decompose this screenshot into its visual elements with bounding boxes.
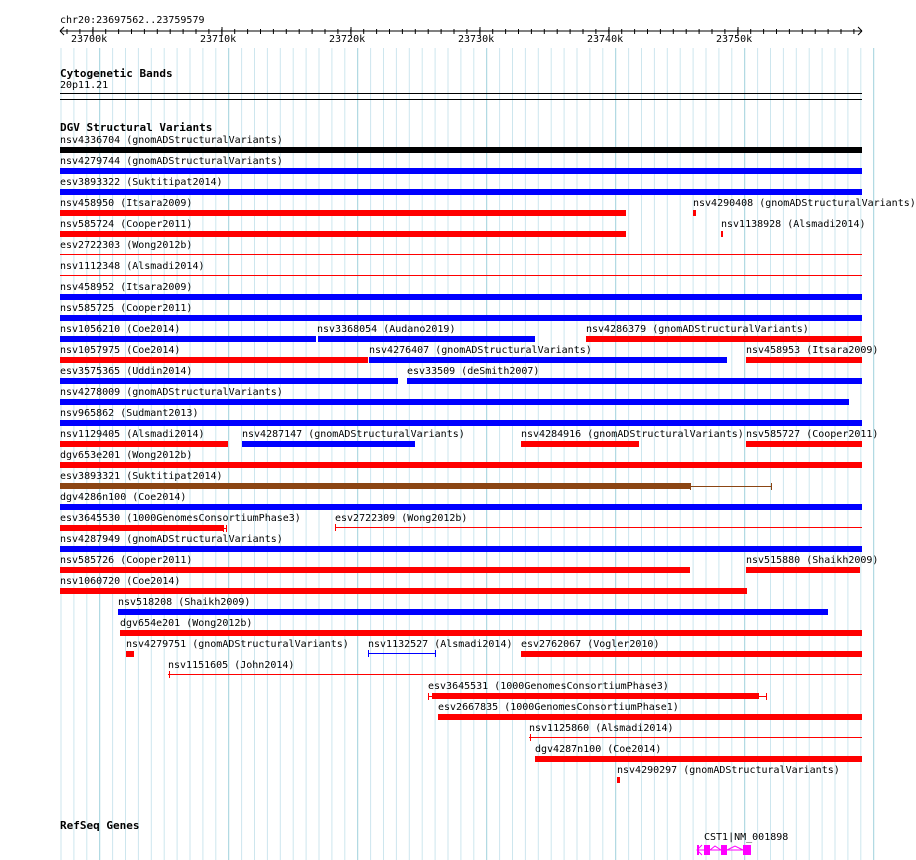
feature-whisker-cap xyxy=(435,650,436,657)
feature-bar[interactable] xyxy=(60,254,862,255)
dgv-track-title: DGV Structural Variants xyxy=(60,121,213,134)
feature-label[interactable]: nsv458952 (Itsara2009) xyxy=(60,282,193,293)
feature-label[interactable]: esv2762067 (Vogler2010) xyxy=(521,639,660,650)
location-label: chr20:23697562..23759579 xyxy=(60,15,205,26)
ruler-arrow-right xyxy=(858,27,862,31)
feature-bar[interactable] xyxy=(242,441,415,447)
feature-whisker-cap xyxy=(771,483,772,490)
feature-whisker-cap xyxy=(766,693,767,700)
feature-label[interactable]: nsv585725 (Cooper2011) xyxy=(60,303,193,314)
feature-bar[interactable] xyxy=(60,441,228,447)
feature-whisker-cap xyxy=(223,525,224,532)
feature-bar[interactable] xyxy=(60,357,368,363)
feature-whisker-cap xyxy=(690,483,691,490)
feature-label[interactable]: nsv4287147 (gnomADStructuralVariants) xyxy=(242,429,465,440)
cytoband-label: 20p11.21 xyxy=(60,80,109,91)
feature-label[interactable]: nsv4276407 (gnomADStructuralVariants) xyxy=(369,345,592,356)
feature-whisker-line xyxy=(759,696,766,697)
feature-bar[interactable] xyxy=(60,546,862,552)
feature-bar[interactable] xyxy=(118,609,828,615)
feature-bar[interactable] xyxy=(721,231,723,237)
feature-whisker-cap xyxy=(530,734,531,741)
ruler-tick-label: 23700k xyxy=(71,34,108,45)
feature-bar[interactable] xyxy=(407,378,862,384)
ruler-tick-label: 23750k xyxy=(716,34,753,45)
feature-bar[interactable] xyxy=(586,336,862,342)
feature-bar[interactable] xyxy=(529,737,862,738)
feature-label[interactable]: nsv1132527 (Alsmadi2014) xyxy=(368,639,513,650)
feature-label[interactable]: nsv585724 (Cooper2011) xyxy=(60,219,193,230)
cytoband-line-bottom xyxy=(60,99,862,100)
feature-label[interactable]: nsv4279751 (gnomADStructuralVariants) xyxy=(126,639,349,650)
feature-whisker-cap xyxy=(368,650,369,657)
feature-label[interactable]: nsv518208 (Shaikh2009) xyxy=(118,597,251,608)
feature-label[interactable]: nsv4290297 (gnomADStructuralVariants) xyxy=(617,765,840,776)
feature-bar[interactable] xyxy=(368,653,436,654)
feature-bar[interactable] xyxy=(60,378,398,384)
feature-whisker-cap xyxy=(335,524,336,531)
feature-bar[interactable] xyxy=(60,168,862,174)
feature-bar[interactable] xyxy=(60,210,626,216)
ruler-tick-label: 23740k xyxy=(587,34,624,45)
feature-label[interactable]: nsv515880 (Shaikh2009) xyxy=(746,555,879,566)
feature-bar[interactable] xyxy=(60,462,862,468)
gene-model-cst1[interactable] xyxy=(694,843,754,857)
feature-bar[interactable] xyxy=(60,315,862,321)
feature-bar[interactable] xyxy=(60,420,862,426)
feature-bar[interactable] xyxy=(60,147,862,153)
ruler-arrow-left xyxy=(60,27,64,31)
feature-label[interactable]: esv3575365 (Uddin2014) xyxy=(60,366,193,377)
feature-bar[interactable] xyxy=(60,294,862,300)
feature-bar[interactable] xyxy=(126,651,134,657)
feature-label[interactable]: nsv4279744 (gnomADStructuralVariants) xyxy=(60,156,283,167)
feature-label[interactable]: nsv1151605 (John2014) xyxy=(168,660,295,671)
feature-bar[interactable] xyxy=(432,693,759,699)
feature-bar[interactable] xyxy=(318,336,535,342)
refseq-genes-title: RefSeq Genes xyxy=(60,819,140,832)
feature-label[interactable]: nsv1056210 (Coe2014) xyxy=(60,324,181,335)
feature-bar[interactable] xyxy=(120,630,862,636)
feature-bar[interactable] xyxy=(369,357,727,363)
feature-label[interactable]: esv2722309 (Wong2012b) xyxy=(335,513,468,524)
feature-label[interactable]: nsv3368054 (Audano2019) xyxy=(317,324,456,335)
feature-label[interactable]: esv3645531 (1000GenomesConsortiumPhase3) xyxy=(428,681,669,692)
feature-bar[interactable] xyxy=(60,275,862,276)
feature-label[interactable]: nsv965862 (Sudmant2013) xyxy=(60,408,199,419)
feature-bar[interactable] xyxy=(60,567,690,573)
feature-bar[interactable] xyxy=(535,756,862,762)
gene-label[interactable]: CST1|NM_001898 xyxy=(704,832,789,843)
ruler-tick-label: 23710k xyxy=(200,34,237,45)
feature-bar[interactable] xyxy=(60,588,747,594)
feature-label[interactable]: nsv4287949 (gnomADStructuralVariants) xyxy=(60,534,283,545)
feature-label[interactable]: dgv653e201 (Wong2012b) xyxy=(60,450,193,461)
feature-label[interactable]: nsv585727 (Cooper2011) xyxy=(746,429,879,440)
feature-bar[interactable] xyxy=(521,651,862,657)
feature-bar[interactable] xyxy=(746,357,862,363)
feature-bar[interactable] xyxy=(60,525,223,531)
feature-label[interactable]: dgv4286n100 (Coe2014) xyxy=(60,492,187,503)
feature-bar[interactable] xyxy=(60,189,862,195)
feature-label[interactable]: nsv1138928 (Alsmadi2014) xyxy=(721,219,866,230)
feature-whisker-cap xyxy=(169,671,170,678)
feature-label[interactable]: nsv1060720 (Coe2014) xyxy=(60,576,181,587)
cytoband-line-top xyxy=(60,93,862,94)
feature-label[interactable]: nsv458950 (Itsara2009) xyxy=(60,198,193,209)
ruler-tick-label: 23720k xyxy=(329,34,366,45)
feature-bar[interactable] xyxy=(746,441,862,447)
feature-whisker-line xyxy=(428,696,432,697)
feature-bar[interactable] xyxy=(60,231,626,237)
feature-label[interactable]: dgv654e201 (Wong2012b) xyxy=(120,618,253,629)
feature-whisker-cap xyxy=(226,525,227,532)
feature-label[interactable]: nsv1112348 (Alsmadi2014) xyxy=(60,261,205,272)
cytogenetic-bands-title: Cytogenetic Bands xyxy=(60,67,173,80)
feature-whisker-line xyxy=(690,486,771,487)
feature-label[interactable]: esv3645530 (1000GenomesConsortiumPhase3) xyxy=(60,513,301,524)
feature-bar[interactable] xyxy=(617,777,620,783)
feature-bar[interactable] xyxy=(746,567,860,573)
ruler-arrow-right xyxy=(858,31,862,35)
coordinate-ruler xyxy=(0,26,890,48)
feature-label[interactable]: nsv458953 (Itsara2009) xyxy=(746,345,879,356)
feature-bar[interactable] xyxy=(438,714,862,720)
feature-label[interactable]: esv2722303 (Wong2012b) xyxy=(60,240,193,251)
feature-label[interactable]: nsv1129405 (Alsmadi2014) xyxy=(60,429,205,440)
feature-label[interactable]: esv3893321 (Suktitipat2014) xyxy=(60,471,223,482)
feature-bar[interactable] xyxy=(60,483,690,489)
feature-bar[interactable] xyxy=(60,336,316,342)
feature-label[interactable]: nsv585726 (Cooper2011) xyxy=(60,555,193,566)
feature-label[interactable]: nsv4290408 (gnomADStructuralVariants) xyxy=(693,198,916,209)
feature-label[interactable]: nsv1125860 (Alsmadi2014) xyxy=(529,723,674,734)
feature-bar[interactable] xyxy=(521,441,639,447)
feature-label[interactable]: esv2667835 (1000GenomesConsortiumPhase1) xyxy=(438,702,679,713)
feature-label[interactable]: nsv4286379 (gnomADStructuralVariants) xyxy=(586,324,809,335)
feature-bar[interactable] xyxy=(693,210,696,216)
feature-bar[interactable] xyxy=(335,527,862,528)
feature-label[interactable]: nsv1057975 (Coe2014) xyxy=(60,345,181,356)
feature-label[interactable]: nsv4284916 (gnomADStructuralVariants) xyxy=(521,429,744,440)
ruler-arrow-left xyxy=(60,31,64,35)
feature-label[interactable]: esv33509 (deSmith2007) xyxy=(407,366,540,377)
feature-label[interactable]: dgv4287n100 (Coe2014) xyxy=(535,744,662,755)
ruler-tick-label: 23730k xyxy=(458,34,495,45)
feature-label[interactable]: esv3893322 (Suktitipat2014) xyxy=(60,177,223,188)
feature-bar[interactable] xyxy=(60,399,849,405)
feature-bar[interactable] xyxy=(168,674,862,675)
feature-bar[interactable] xyxy=(60,504,862,510)
feature-label[interactable]: nsv4278009 (gnomADStructuralVariants) xyxy=(60,387,283,398)
feature-label[interactable]: nsv4336704 (gnomADStructuralVariants) xyxy=(60,135,283,146)
